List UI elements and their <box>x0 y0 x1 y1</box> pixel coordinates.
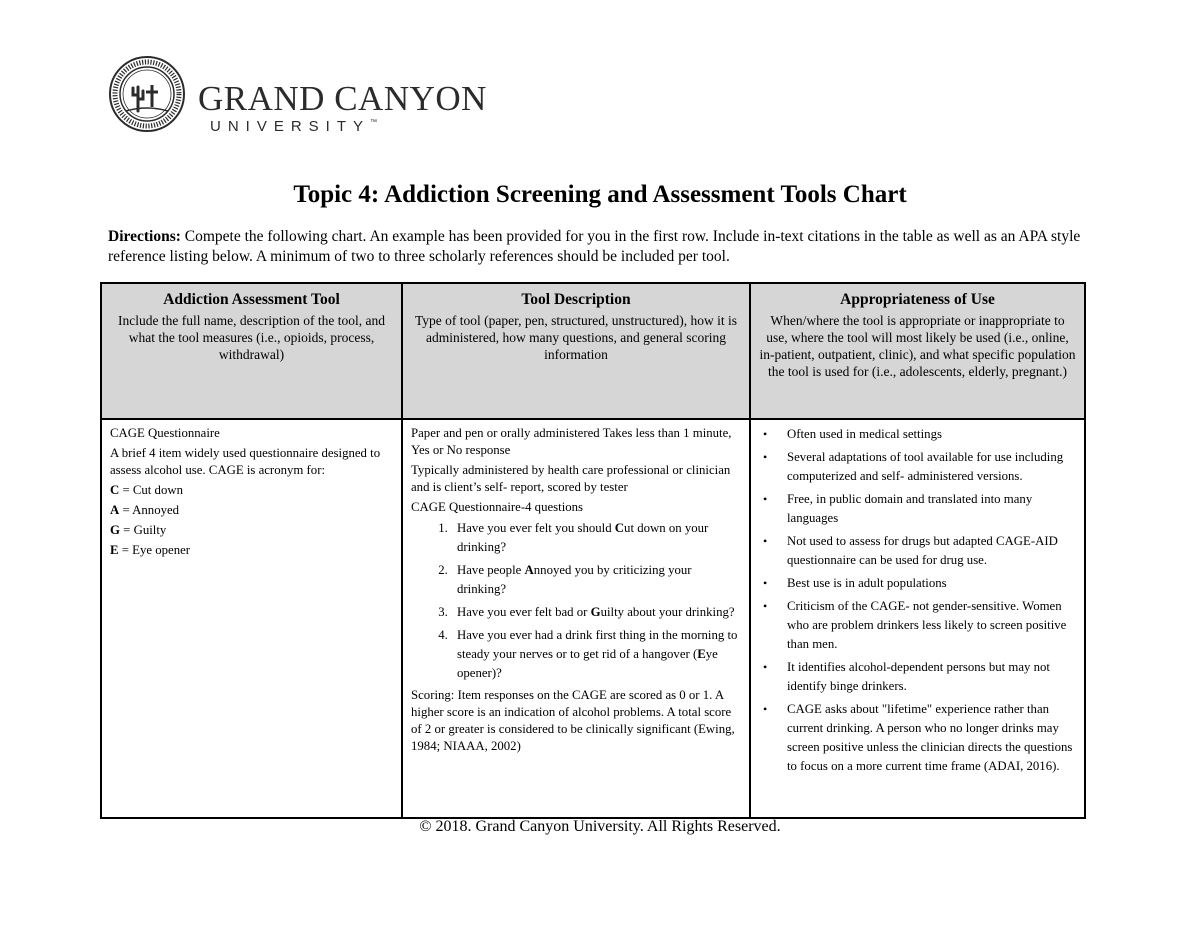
question-key-letter: A <box>524 563 534 577</box>
question-key-letter: G <box>590 605 601 619</box>
list-item-text: Several adaptations of tool available for use including computerized and self- administered versions. <box>787 450 1064 483</box>
list-item-text: Not used to assess for drugs but adapted CAGE-AID questionnaire can be used for drug use. <box>787 534 1058 567</box>
acronym-letter: C <box>110 483 120 497</box>
bullet-icon: • <box>763 427 768 441</box>
list-item <box>763 574 1076 593</box>
bullet-icon: • <box>763 492 768 506</box>
acronym-meaning: = Guilty <box>119 523 167 537</box>
list-item <box>763 658 1076 696</box>
trademark-symbol: ™ <box>370 119 378 126</box>
cell-appropriateness <box>750 419 1085 818</box>
header-description <box>402 283 750 419</box>
list-item <box>763 425 1076 444</box>
acronym-letter: A <box>110 503 120 517</box>
table-row <box>101 419 1085 818</box>
question-text: Have people <box>457 563 525 577</box>
acronym-item <box>110 482 393 499</box>
question-key-letter: C <box>614 521 625 535</box>
question-text: ye opener)? <box>457 647 718 680</box>
directions-text: Compete the following chart. An example has been provided for you in the first row. Include in-text citations in the table as well as an APA style reference listing below. A minimum of two to three scholarly references should be included per tool. <box>108 228 1081 265</box>
directions <box>108 227 1098 267</box>
list-item-text: Free, in public domain and translated into many languages <box>787 492 1033 525</box>
logo-subtitle-text: UNIVERSITY <box>210 118 371 135</box>
list-item <box>763 532 1076 570</box>
logo-subtitle <box>210 119 377 134</box>
list-item-text: CAGE asks about "lifetime" experience rather than current drinking. A person who no longer drinks may screen positive unless the clinician directs the questions to focus on a more current time frame (ADAI, 2016). <box>787 702 1073 773</box>
acronym-item <box>110 522 393 539</box>
list-item <box>763 597 1076 654</box>
university-seal-icon <box>108 55 186 133</box>
question-text: nnoyed you by criticizing your drinking? <box>457 563 692 596</box>
question-text: ut down on your drinking? <box>457 521 709 554</box>
acronym-meaning: = Eye opener <box>118 543 191 557</box>
question-item <box>451 561 741 599</box>
question-text: uilty about your drinking? <box>600 605 735 619</box>
acronym-meaning: = Annoyed <box>119 503 180 517</box>
question-text: Have you ever had a drink first thing in the morning to steady your nerves or to get rid of a hangover ( <box>457 628 738 661</box>
header-tool <box>101 283 402 419</box>
table-header-row <box>101 283 1085 419</box>
copyright-footer: © 2018. Grand Canyon University. All Rights Reserved. <box>419 818 781 835</box>
logo-wordmark: GRAND CANYON <box>198 79 487 118</box>
question-item <box>451 603 741 622</box>
question-list <box>411 519 741 683</box>
header-title: Addiction Assessment Tool <box>163 291 340 308</box>
question-item <box>451 519 741 557</box>
list-item <box>763 700 1076 776</box>
scoring-info: Scoring: Item responses on the CAGE are scored as 0 or 1. A higher score is an indication of alcohol problems. A total score of 2 or greater is considered to be clinically significant (Ewing, 1984; NIAAA, 2002) <box>411 688 735 753</box>
bullet-icon: • <box>763 599 768 613</box>
list-item-text: Best use is in adult populations <box>787 576 947 590</box>
bullet-icon: • <box>763 450 768 464</box>
list-item-text: Criticism of the CAGE- not gender-sensitive. Women who are problem drinkers less likely to screen positive than men. <box>787 599 1067 651</box>
acronym-letter: E <box>110 543 119 557</box>
acronym-item <box>110 542 393 559</box>
header-subtitle: Type of tool (paper, pen, structured, unstructured), how it is administered, how many questions, and general scoring information <box>414 313 738 362</box>
list-item <box>763 490 1076 528</box>
tool-name: CAGE Questionnaire <box>110 426 220 440</box>
description-administered-by: Typically administered by health care professional or clinician and is client’s self- report, scored by tester <box>411 463 731 494</box>
question-key-letter: E <box>697 647 706 661</box>
bullet-icon: • <box>763 702 768 716</box>
cell-tool <box>101 419 402 818</box>
header-subtitle: Include the full name, description of the tool, and what the tool measures (i.e., opioids, process, withdrawal) <box>118 313 385 362</box>
question-item <box>451 626 741 683</box>
tool-description: A brief 4 item widely used questionnaire designed to assess alcohol use. CAGE is acronym for: <box>110 446 381 477</box>
university-logo <box>108 55 488 145</box>
directions-label: Directions: <box>108 228 181 245</box>
bullet-icon: • <box>763 576 768 590</box>
list-item <box>763 448 1076 486</box>
bullet-icon: • <box>763 534 768 548</box>
page-title: Topic 4: Addiction Screening and Assessment Tools Chart <box>293 181 907 208</box>
question-text: Have you ever felt bad or <box>457 605 591 619</box>
assessment-tools-table <box>100 282 1086 819</box>
cell-description <box>402 419 750 818</box>
question-text: Have you ever felt you should <box>457 521 615 535</box>
acronym-meaning: = Cut down <box>119 483 183 497</box>
description-question-count: CAGE Questionnaire-4 questions <box>411 500 584 514</box>
list-item-text: It identifies alcohol-dependent persons but may not identify binge drinkers. <box>787 660 1050 693</box>
acronym-letter: G <box>110 523 120 537</box>
acronym-item <box>110 502 393 519</box>
header-title: Appropriateness of Use <box>840 291 995 308</box>
header-subtitle: When/where the tool is appropriate or inappropriate to use, where the tool will most likely be used (i.e., online, in-patient, outpatient, clinic), and what specific population the tool is used for (i.e., adolescents, elderly, pregnant.) <box>759 313 1076 379</box>
appropriateness-list <box>759 425 1076 776</box>
header-appropriateness <box>750 283 1085 419</box>
header-title: Tool Description <box>521 291 631 308</box>
bullet-icon: • <box>763 660 768 674</box>
description-administration: Paper and pen or orally administered Takes less than 1 minute, Yes or No response <box>411 426 732 457</box>
list-item-text: Often used in medical settings <box>787 427 942 441</box>
